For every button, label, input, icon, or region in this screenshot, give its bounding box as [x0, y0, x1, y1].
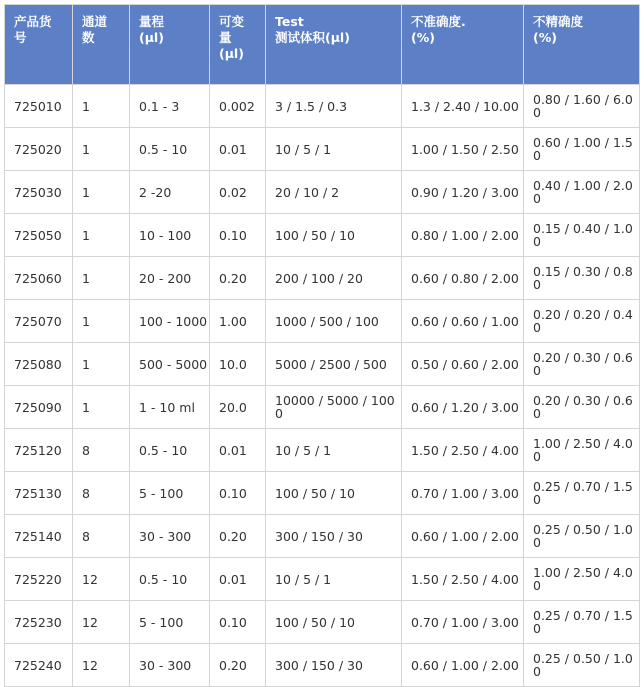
cell-inaccuracy: 1.50 / 2.50 / 4.00 [402, 558, 524, 601]
table-header [5, 5, 640, 85]
cell-imprecision: 1.00 / 2.50 / 4.00 [524, 429, 640, 472]
header-line: 可变 [219, 14, 245, 29]
cell-test-volume: 20 / 10 / 2 [266, 171, 402, 214]
table-row [5, 171, 640, 214]
cell-channels: 1 [73, 85, 130, 128]
cell-channels: 1 [73, 300, 130, 343]
cell-channels: 1 [73, 128, 130, 171]
cell-test-volume: 3 / 1.5 / 0.3 [266, 85, 402, 128]
table-row [5, 472, 640, 515]
cell-range: 5 - 100 [130, 601, 210, 644]
cell-range: 10 - 100 [130, 214, 210, 257]
table-row [5, 257, 640, 300]
cell-inaccuracy: 0.60 / 0.80 / 2.00 [402, 257, 524, 300]
cell-inaccuracy: 0.50 / 0.60 / 2.00 [402, 343, 524, 386]
cell-variable: 1.00 [210, 300, 266, 343]
cell-product-no: 725120 [5, 429, 73, 472]
cell-variable: 0.002 [210, 85, 266, 128]
cell-product-no: 725010 [5, 85, 73, 128]
table-row [5, 386, 640, 429]
cell-range: 30 - 300 [130, 644, 210, 687]
cell-test-volume: 10 / 5 / 1 [266, 558, 402, 601]
header-line: 量 [219, 30, 232, 45]
cell-product-no: 725090 [5, 386, 73, 429]
header-line: (μl) [139, 30, 164, 45]
cell-imprecision: 0.25 / 0.70 / 1.50 [524, 472, 640, 515]
header-range [130, 5, 210, 85]
cell-range: 0.5 - 10 [130, 128, 210, 171]
cell-test-volume: 100 / 50 / 10 [266, 601, 402, 644]
cell-test-volume: 10 / 5 / 1 [266, 429, 402, 472]
cell-product-no: 725020 [5, 128, 73, 171]
header-line: 不准确度. [411, 14, 466, 29]
header-line: (%) [411, 30, 435, 45]
header-line: 数 [82, 30, 95, 45]
header-line: 通道 [82, 14, 108, 29]
header-product-no [5, 5, 73, 85]
cell-channels: 1 [73, 171, 130, 214]
table-row [5, 85, 640, 128]
header-line: 测试体积(μl) [275, 30, 350, 45]
header-line: (μl) [219, 46, 244, 61]
cell-inaccuracy: 0.60 / 1.00 / 2.00 [402, 515, 524, 558]
cell-channels: 1 [73, 257, 130, 300]
cell-test-volume: 200 / 100 / 20 [266, 257, 402, 300]
cell-channels: 8 [73, 515, 130, 558]
cell-product-no: 725240 [5, 644, 73, 687]
cell-imprecision: 0.60 / 1.00 / 1.50 [524, 128, 640, 171]
cell-variable: 0.02 [210, 171, 266, 214]
table-row [5, 343, 640, 386]
cell-inaccuracy: 0.70 / 1.00 / 3.00 [402, 472, 524, 515]
cell-imprecision: 0.25 / 0.50 / 1.00 [524, 644, 640, 687]
cell-test-volume: 10000 / 5000 / 1000 [266, 386, 402, 429]
cell-range: 2 -20 [130, 171, 210, 214]
cell-variable: 10.0 [210, 343, 266, 386]
cell-variable: 0.01 [210, 429, 266, 472]
cell-variable: 20.0 [210, 386, 266, 429]
pipette-spec-table [4, 4, 640, 687]
cell-inaccuracy: 0.60 / 1.00 / 2.00 [402, 644, 524, 687]
cell-test-volume: 300 / 150 / 30 [266, 515, 402, 558]
cell-variable: 0.01 [210, 558, 266, 601]
table-row [5, 644, 640, 687]
cell-range: 1 - 10 ml [130, 386, 210, 429]
cell-channels: 1 [73, 343, 130, 386]
cell-inaccuracy: 0.80 / 1.00 / 2.00 [402, 214, 524, 257]
cell-test-volume: 5000 / 2500 / 500 [266, 343, 402, 386]
cell-test-volume: 1000 / 500 / 100 [266, 300, 402, 343]
cell-imprecision: 0.20 / 0.20 / 0.40 [524, 300, 640, 343]
cell-product-no: 725220 [5, 558, 73, 601]
cell-test-volume: 300 / 150 / 30 [266, 644, 402, 687]
cell-variable: 0.10 [210, 601, 266, 644]
cell-channels: 8 [73, 429, 130, 472]
cell-test-volume: 100 / 50 / 10 [266, 214, 402, 257]
cell-variable: 0.20 [210, 644, 266, 687]
cell-imprecision: 0.20 / 0.30 / 0.60 [524, 386, 640, 429]
cell-channels: 1 [73, 386, 130, 429]
header-line: (%) [533, 30, 557, 45]
cell-variable: 0.20 [210, 257, 266, 300]
cell-product-no: 725070 [5, 300, 73, 343]
header-variable [210, 5, 266, 85]
table-row [5, 515, 640, 558]
cell-range: 20 - 200 [130, 257, 210, 300]
cell-product-no: 725080 [5, 343, 73, 386]
table-body [5, 85, 640, 687]
cell-channels: 12 [73, 601, 130, 644]
cell-test-volume: 10 / 5 / 1 [266, 128, 402, 171]
cell-imprecision: 0.20 / 0.30 / 0.60 [524, 343, 640, 386]
cell-inaccuracy: 0.70 / 1.00 / 3.00 [402, 601, 524, 644]
cell-imprecision: 0.40 / 1.00 / 2.00 [524, 171, 640, 214]
cell-variable: 0.10 [210, 214, 266, 257]
header-imprecision [524, 5, 640, 85]
cell-range: 0.5 - 10 [130, 558, 210, 601]
cell-imprecision: 0.15 / 0.30 / 0.80 [524, 257, 640, 300]
table-row [5, 601, 640, 644]
cell-product-no: 725140 [5, 515, 73, 558]
header-row [5, 5, 640, 85]
table-row [5, 429, 640, 472]
cell-test-volume: 100 / 50 / 10 [266, 472, 402, 515]
cell-product-no: 725060 [5, 257, 73, 300]
cell-imprecision: 0.25 / 0.50 / 1.00 [524, 515, 640, 558]
header-channels [73, 5, 130, 85]
header-line: Test [275, 14, 304, 29]
cell-variable: 0.01 [210, 128, 266, 171]
cell-inaccuracy: 1.50 / 2.50 / 4.00 [402, 429, 524, 472]
cell-range: 30 - 300 [130, 515, 210, 558]
header-line: 产品货 [14, 14, 52, 29]
cell-range: 500 - 5000 [130, 343, 210, 386]
cell-range: 100 - 1000 [130, 300, 210, 343]
cell-imprecision: 0.80 / 1.60 / 6.00 [524, 85, 640, 128]
table-row [5, 300, 640, 343]
header-inaccuracy [402, 5, 524, 85]
cell-imprecision: 1.00 / 2.50 / 4.00 [524, 558, 640, 601]
cell-inaccuracy: 0.90 / 1.20 / 3.00 [402, 171, 524, 214]
cell-channels: 12 [73, 644, 130, 687]
cell-product-no: 725130 [5, 472, 73, 515]
cell-channels: 1 [73, 214, 130, 257]
cell-channels: 12 [73, 558, 130, 601]
cell-channels: 8 [73, 472, 130, 515]
cell-variable: 0.10 [210, 472, 266, 515]
cell-product-no: 725030 [5, 171, 73, 214]
table-row [5, 128, 640, 171]
header-line: 号 [14, 30, 27, 45]
cell-imprecision: 0.25 / 0.70 / 1.50 [524, 601, 640, 644]
cell-range: 0.1 - 3 [130, 85, 210, 128]
cell-inaccuracy: 1.00 / 1.50 / 2.50 [402, 128, 524, 171]
cell-variable: 0.20 [210, 515, 266, 558]
cell-inaccuracy: 1.3 / 2.40 / 10.00 [402, 85, 524, 128]
cell-product-no: 725230 [5, 601, 73, 644]
cell-inaccuracy: 0.60 / 1.20 / 3.00 [402, 386, 524, 429]
header-test-volume [266, 5, 402, 85]
cell-imprecision: 0.15 / 0.40 / 1.00 [524, 214, 640, 257]
cell-product-no: 725050 [5, 214, 73, 257]
header-line: 不精确度 [533, 14, 584, 29]
table-row [5, 214, 640, 257]
header-line: 量程 [139, 14, 165, 29]
table-row [5, 558, 640, 601]
cell-range: 5 - 100 [130, 472, 210, 515]
cell-inaccuracy: 0.60 / 0.60 / 1.00 [402, 300, 524, 343]
cell-range: 0.5 - 10 [130, 429, 210, 472]
